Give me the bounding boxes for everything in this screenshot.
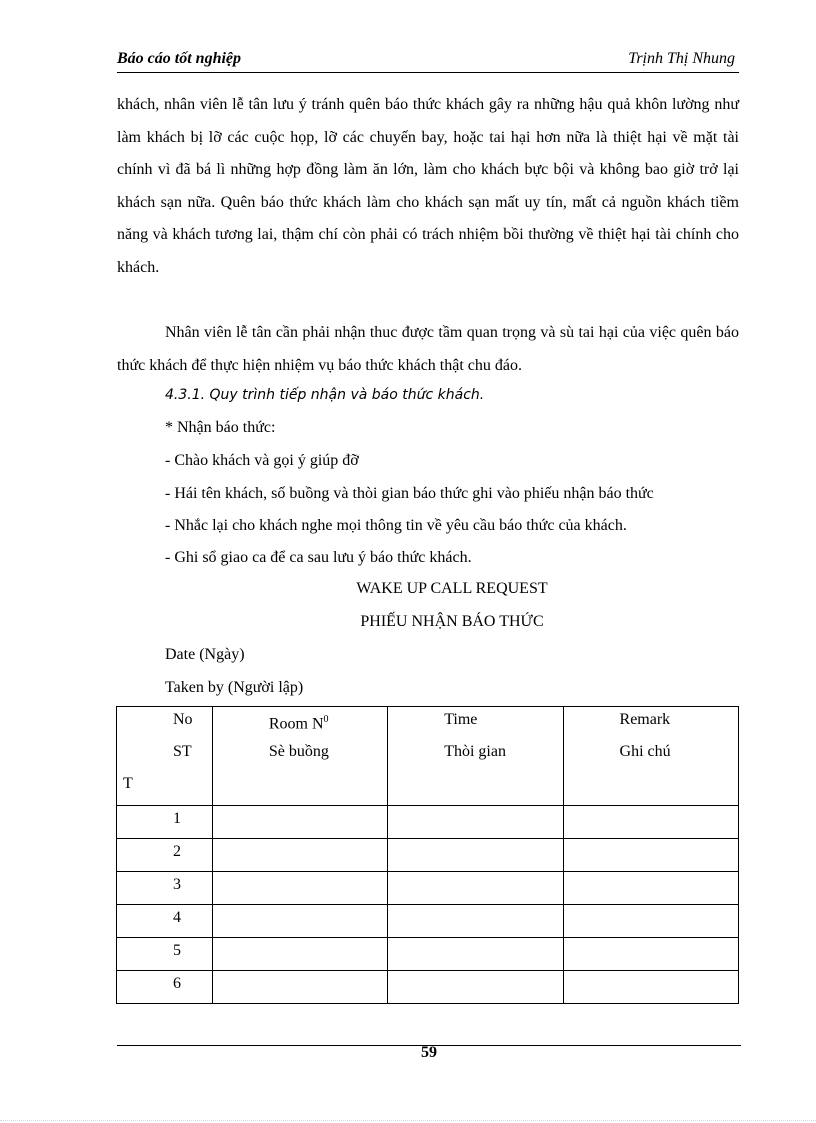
row-number: [117, 938, 213, 971]
room-cell[interactable]: [212, 905, 387, 938]
list-item: - Chào khách và gọi ý giúp đỡ: [165, 452, 359, 469]
header-remark-vi: Ghi chú: [619, 743, 671, 760]
room-cell[interactable]: [212, 839, 387, 872]
row-number: [117, 971, 213, 1004]
time-cell[interactable]: [388, 971, 563, 1004]
row-number: [117, 905, 213, 938]
table-row: [117, 806, 739, 839]
page-number: 59: [421, 1044, 437, 1061]
table-row: [117, 839, 739, 872]
row-number-text: 4: [173, 909, 181, 926]
room-cell[interactable]: [212, 938, 387, 971]
date-label: Date (Ngày): [165, 646, 245, 663]
header-remark: Remark: [619, 711, 671, 728]
table-row: [117, 938, 739, 971]
time-cell[interactable]: [388, 938, 563, 971]
header-cell-time: [388, 707, 563, 806]
header-cell-remark: [563, 707, 738, 806]
room-cell[interactable]: [212, 872, 387, 905]
table-row: [117, 872, 739, 905]
header-time-vi: Thòi gian: [444, 743, 506, 760]
remark-cell[interactable]: [563, 905, 738, 938]
taken-by-label: Taken by (Người lập): [165, 679, 304, 696]
header-cell-no: [117, 707, 213, 806]
header-room-superscript: 0: [323, 714, 329, 725]
header-t: T: [123, 775, 133, 792]
wake-up-call-table: [116, 706, 739, 1004]
remark-cell[interactable]: [563, 971, 738, 1004]
time-cell[interactable]: [388, 806, 563, 839]
list-heading: * Nhận báo thức:: [165, 419, 276, 436]
remark-cell[interactable]: [563, 938, 738, 971]
time-cell[interactable]: [388, 839, 563, 872]
row-number-text: 2: [173, 843, 181, 860]
list-item: - Hái tên khách, số buồng và thòi gian báo thức ghi vào phiếu nhận báo thức: [165, 485, 654, 502]
header-report-title: Báo cáo tốt nghiệp: [117, 50, 242, 67]
time-cell[interactable]: [388, 905, 563, 938]
section-heading: 4.3.1. Quy trình tiếp nhận và báo thức khách.: [165, 387, 485, 403]
list-item: - Nhắc lại cho khách nghe mọi thông tin về yêu cầu báo thức của khách.: [165, 517, 627, 534]
row-number-text: 1: [173, 810, 181, 827]
room-cell[interactable]: [212, 806, 387, 839]
header-cell-room: [212, 707, 387, 806]
paragraph-2: Nhân viên lễ tân cần phải nhận thuc được tầm quan trọng và sù tai hại của việc quên báo thức khách để thực hiện nhiệm vụ báo thức khách thật chu đáo.: [117, 324, 739, 374]
header-room-vi: Sè buồng: [268, 743, 329, 760]
table-row: [117, 905, 739, 938]
header-st: ST: [173, 743, 192, 760]
time-cell[interactable]: [388, 872, 563, 905]
row-number: [117, 872, 213, 905]
row-number: [117, 806, 213, 839]
remark-cell[interactable]: [563, 806, 738, 839]
row-number-text: 5: [173, 942, 181, 959]
page-header: [117, 48, 739, 73]
header-room-label: Room N: [268, 715, 324, 733]
row-number-text: 3: [173, 876, 181, 893]
row-number: [117, 839, 213, 872]
header-room: [213, 707, 387, 739]
page-edge-divider: [0, 1120, 816, 1121]
header-time: Time: [444, 711, 478, 728]
table-header-row: [117, 707, 739, 806]
paragraph-1: khách, nhân viên lễ tân lưu ý tránh quên báo thức khách gây ra những hậu quả khôn lường như làm khách bị lỡ các cuộc họp, lỡ các chuyến bay, hoặc tai hại hơn nữa là thiệt hại về mặt tài chính vì đã bá lì những hợp đồng làm ăn lớn, làm cho khách bực bội và không bao giờ trở lại khách sạn nữa. Quên báo thức khách làm cho khách sạn mất uy tín, mất cả nguồn khách tiềm năng và khách tương lai, thậm chí còn phải có trách nhiệm bồi thường về thiệt hại tài chính cho khách.: [117, 96, 739, 276]
table-row: [117, 971, 739, 1004]
form-title-vi: PHIẾU NHẬN BÁO THỨC: [360, 613, 544, 630]
form-title-en: WAKE UP CALL REQUEST: [356, 580, 548, 597]
header-author: Trịnh Thị Nhung: [628, 50, 735, 67]
list-item: - Ghi sổ giao ca để ca sau lưu ý báo thức khách.: [165, 549, 472, 566]
remark-cell[interactable]: [563, 839, 738, 872]
row-number-text: 6: [173, 975, 181, 992]
header-no: No: [173, 711, 193, 728]
room-cell[interactable]: [212, 971, 387, 1004]
remark-cell[interactable]: [563, 872, 738, 905]
